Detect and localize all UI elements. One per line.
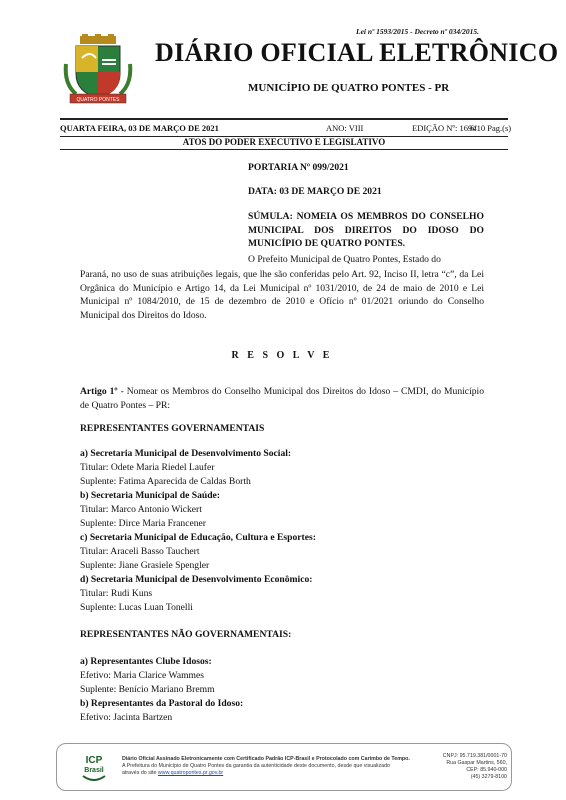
artigo-1 — [80, 385, 484, 412]
footer-box — [56, 743, 512, 791]
nongov-member: Efetivo: Jacinta Bartzen — [80, 712, 173, 723]
gov-member: Titular: Araceli Basso Tauchert — [80, 546, 200, 557]
nongov-org-b: b) Representantes da Pastoral do Idoso: — [80, 698, 244, 709]
gov-org-a: a) Secretaria Municipal de Desenvolvimento Social: — [80, 448, 292, 459]
resolve-heading: R E S O L V E — [231, 350, 333, 361]
gov-member: Titular: Rudi Kuns — [80, 588, 153, 599]
artigo-text: - Nomear os Membros do Conselho Municipal dos Direitos do Idoso – CMDI, do Município de Quatro Pontes – PR: — [80, 386, 484, 411]
nongov-member: Suplente: Benício Mariano Bremm — [80, 684, 215, 695]
icp-brasil-logo — [79, 750, 109, 784]
footer-line — [122, 770, 452, 777]
law-reference: Lei nº 1593/2015 - Decreto nº 034/2015. — [356, 27, 480, 36]
svg-text:ICP: ICP — [85, 755, 103, 766]
gov-member: Suplente: Fatima Aparecida de Caldas Borth — [80, 476, 251, 487]
gov-member: Titular: Odete Maria Riedel Laufer — [80, 462, 215, 473]
divider — [60, 118, 508, 120]
footer-line: A Prefeitura do Município de Quatro Pontes da garantia da autenticidade deste documento, desde que visualizado — [122, 763, 390, 769]
nongov-org-a: a) Representantes Clube Idosos: — [80, 656, 212, 667]
nongov-heading: REPRESENTANTES NÃO GOVERNAMENTAIS: — [80, 629, 292, 640]
footer-phone: (45) 3279-8100 — [470, 774, 507, 780]
gov-member: Suplente: Jiane Grasiele Spengler — [80, 560, 210, 571]
gov-member: Suplente: Lucas Luan Tonelli — [80, 602, 193, 613]
gov-member: Titular: Marco Antonio Wickert — [80, 504, 202, 515]
edition-bar — [60, 122, 512, 135]
footer-certification-text — [122, 756, 452, 777]
svg-text:Brasil: Brasil — [84, 767, 104, 774]
preamble-first-line: O Prefeito Municipal de Quatro Pontes, Estado do — [248, 254, 441, 265]
artigo-label: Artigo 1º — [80, 386, 118, 397]
nongov-member: Efetivo: Maria Clarice Wammes — [80, 670, 204, 681]
gov-member: Suplente: Dirce Maria Francener — [80, 518, 206, 529]
page-count: 6/10 Pag.(s) — [470, 123, 512, 133]
edition-year: ANO: VIII — [326, 123, 364, 133]
portaria-date: DATA: 03 DE MARÇO DE 2021 — [248, 186, 382, 197]
preamble-body: Paraná, no uso de suas atribuições legais, que lhe são conferidas pelo Art. 92, Inciso II, letra “c”, da Lei Orgânica do Município e Artigo 14, da Lei Municipal nº 1031/2010, de 24 de maio de 2010 e Lei Municipal nº 1084/2010, de 15 de dezembro de 2010 e Ofício nº 01/2021 oriundo do Conselho Municipal dos Direitos do Idoso. — [80, 269, 484, 321]
edition-date: QUARTA FEIRA, 03 DE MARÇO DE 2021 — [60, 123, 219, 133]
svg-text:QUATRO PONTES: QUATRO PONTES — [76, 97, 120, 103]
section-title: ATOS DO PODER EXECUTIVO E LEGISLATIVO — [182, 137, 386, 147]
edition-number: EDIÇÃO Nº: 1694 — [412, 123, 477, 133]
gov-org-b: b) Secretaria Municipal de Saúde: — [80, 490, 220, 501]
portaria-number: PORTARIA Nº 099/2021 — [248, 162, 349, 173]
footer-cnpj: CNPJ: 95.719.381/0001-70 — [442, 753, 507, 759]
newspaper-title: DIÁRIO OFICIAL ELETRÔNICO — [155, 38, 559, 67]
gov-org-c: c) Secretaria Municipal de Educação, Cultura e Esportes: — [80, 532, 316, 543]
municipal-crest-logo — [62, 34, 134, 106]
footer-line-prefix: através do site — [122, 770, 158, 776]
footer-address: Rua Gaspar Martins, 560, — [446, 760, 507, 766]
gov-org-d: d) Secretaria Municipal de Desenvolvimento Econômico: — [80, 574, 313, 585]
website-link[interactable]: www.quatropontes.pr.gov.br — [157, 770, 224, 776]
gov-heading: REPRESENTANTES GOVERNAMENTAIS — [80, 423, 265, 434]
footer-cep: CEP: 85.940-000 — [466, 767, 507, 773]
footer-contact — [442, 753, 507, 781]
municipality-name: MUNICÍPIO DE QUATRO PONTES - PR — [248, 82, 450, 94]
divider — [60, 149, 508, 150]
footer-line: Diário Oficial Assinado Eletronicamente com Certificado Padrão ICP-Brasil e Protocolado com Carimbo de Tempo. — [122, 756, 410, 762]
sumula: SÚMULA: NOMEIA OS MEMBROS DO CONSELHO MUNICIPAL DOS DIREITOS DO IDOSO DO MUNICÍPIO DE QUATRO PONTES. — [248, 211, 484, 249]
